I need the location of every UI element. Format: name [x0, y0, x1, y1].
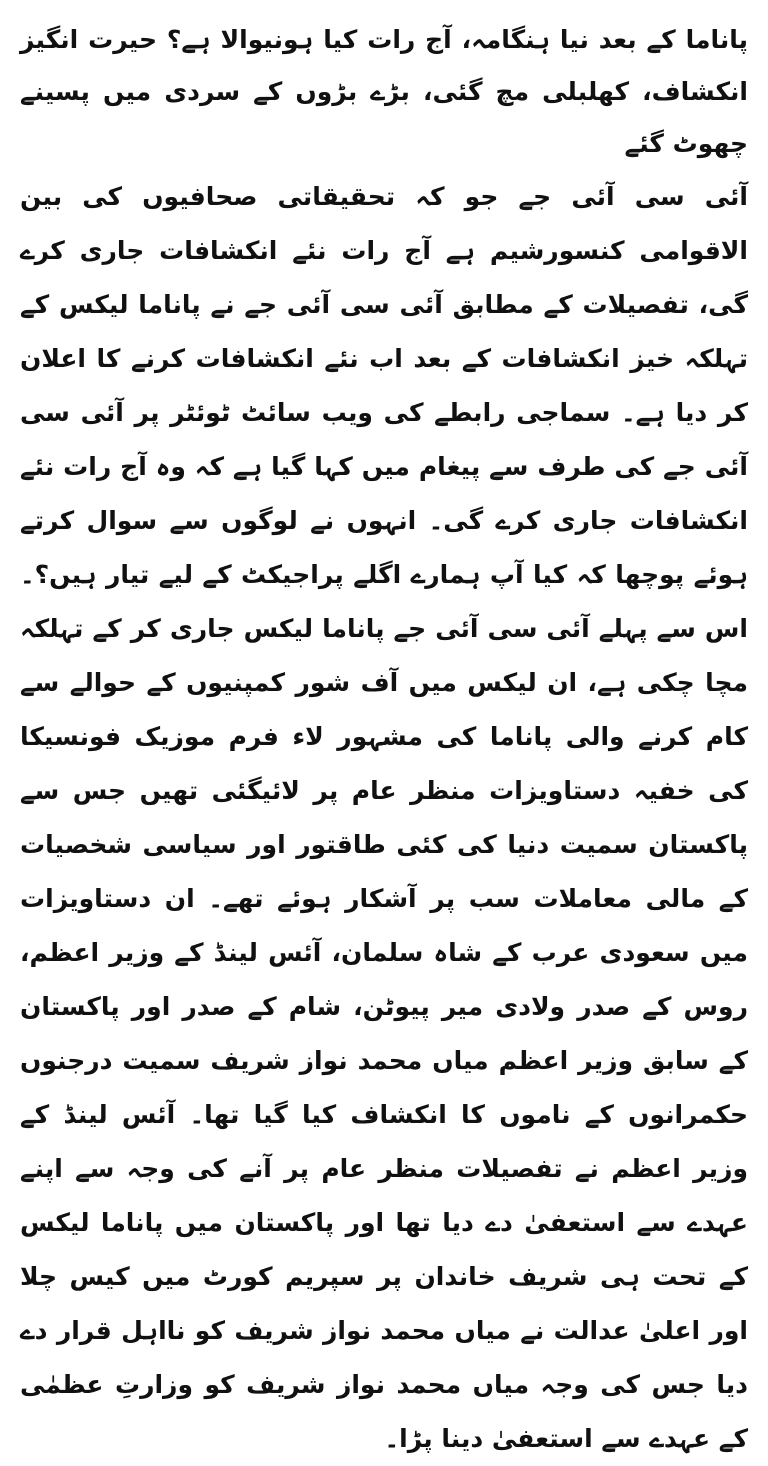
article-headline: پاناما کے بعد نیا ہنگامہ، آج رات کیا ہونیوالا ہے؟ حیرت انگیز انکشاف، کھلبلی مچ گئی، بڑے بڑوں کے سردی میں پسینے چھوٹ گئے: [20, 25, 748, 158]
article-body: آئی سی آئی جے جو کہ تحقیقاتی صحافیوں کی بین الاقوامی کنسورشیم ہے آج رات نئے انکشافات جاری کرے گی، تفصیلات کے مطابق آئی سی آئی جے نے پاناما لیکس کے تہلکہ خیز انکشافات کے بعد اب نئے انکشافات کرنے کا اعلان کر دیا ہے۔ سماجی رابطے کی ویب سائٹ ٹوئٹر پر آئی سی آئی جے کی طرف سے پیغام میں کہا گیا ہے کہ وہ آج رات نئے انکشافات جاری کرے گی۔ انہوں نے لوگوں سے سوال کرتے ہوئے پوچھا کہ کیا آپ ہمارے اگلے پراجیکٹ کے لیے تیار ہیں؟۔ اس سے پہلے آئی سی آئی جے پاناما لیکس جاری کر کے تہلکہ مچا چکی ہے، ان لیکس میں آف شور کمپنیوں کے حوالے سے کام کرنے والی پاناما کی مشہور لاء فرم موزیک فونسیکا کی خفیہ دستاویزات منظر عام پر لائیگئی تھیں جس سے پاکستان سمیت دنیا کی کئی طاقتور اور سیاسی شخصیات کے مالی معاملات سب پر آشکار ہوئے تھے۔ ان دستاویزات میں سعودی عرب کے شاہ سلمان، آئس لینڈ کے وزیر اعظم، روس کے صدر ولادی میر پیوٹن، شام کے صدر اور پاکستان کے سابق وزیر اعظم میاں محمد نواز شریف سمیت درجنوں حکمرانوں کے ناموں کا انکشاف کیا گیا تھا۔ آئس لینڈ کے وزیر اعظم نے تفصیلات منظر عام پر آنے کی وجہ سے اپنے عہدے سے استعفیٰ دے دیا تھا اور پاکستان میں پاناما لیکس کے تحت ہی شریف خاندان پر سپریم کورٹ میں کیس چلا اور اعلیٰ عدالت نے میاں محمد نواز شریف کو نااہل قرار دے دیا جس کی وجہ میاں محمد نواز شریف کو وزارتِ عظمٰی کے عہدے سے استعفیٰ دینا پڑا۔: [20, 182, 748, 1453]
